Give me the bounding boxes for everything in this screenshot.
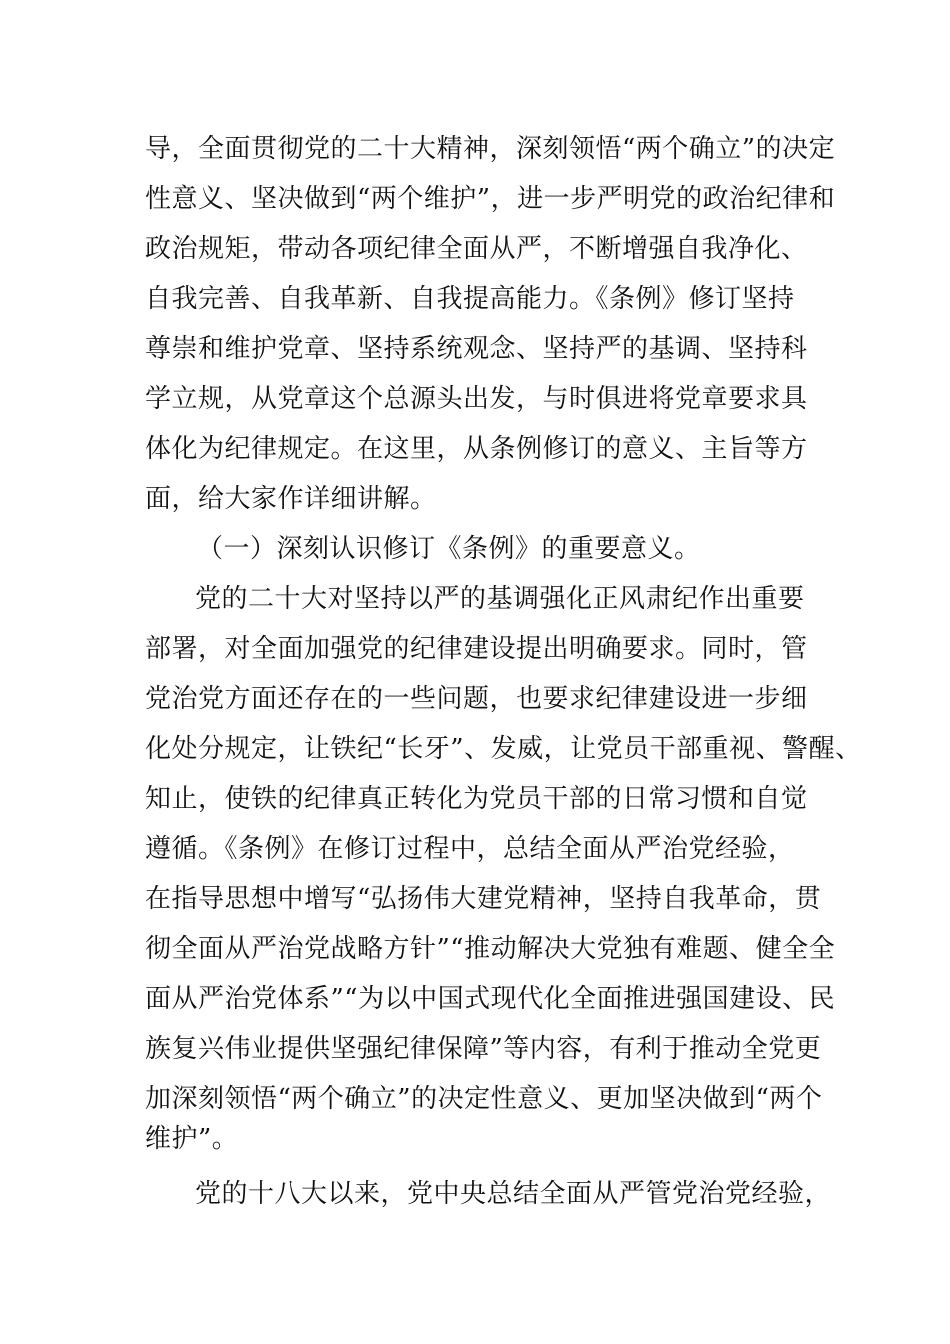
text-line: 知止，使铁的纪律真正转化为党员干部的日常习惯和自觉 bbox=[145, 784, 808, 814]
text-line: 面从严治党体系”“为以中国式现代化全面推进强国建设、民 bbox=[145, 984, 836, 1014]
text-line: 自我完善、自我革新、自我提高能力。《条例》修订坚持 bbox=[145, 284, 795, 314]
text-line: 彻全面从严治党战略方针”“推动解决大党独有难题、健全全 bbox=[145, 934, 836, 964]
section-heading: （一）深刻认识修订《条例》的重要意义。 bbox=[197, 534, 701, 564]
paragraph-start-line: 党的二十大对坚持以严的基调强化正风肃纪作出重要 bbox=[195, 584, 805, 614]
text-line: 党治党方面还存在的一些问题，也要求纪律建设进一步细 bbox=[145, 684, 808, 714]
text-line: 尊崇和维护党章、坚持系统观念、坚持严的基调、坚持科 bbox=[145, 334, 808, 364]
paragraph-start-line: 党的十八大以来，党中央总结全面从严管党治党经验， bbox=[195, 1179, 832, 1209]
text-line: 遵循。《条例》在修订过程中，总结全面从严治党经验， bbox=[145, 834, 795, 864]
text-line: 导，全面贯彻党的二十大精神，深刻领悟“两个确立”的决定 bbox=[145, 134, 836, 164]
text-line: 面，给大家作详细讲解。 bbox=[145, 484, 437, 514]
text-line: 体化为纪律规定。在这里，从条例修订的意义、主旨等方 bbox=[145, 434, 808, 464]
text-line: 加深刻领悟“两个确立”的决定性意义、更加坚决做到“两个 bbox=[145, 1084, 823, 1114]
text-line: 族复兴伟业提供坚强纪律保障”等内容，有利于推动全党更 bbox=[145, 1034, 822, 1064]
text-line: 维护”。 bbox=[145, 1124, 239, 1154]
text-line: 化处分规定，让铁纪“长牙”、发威，让党员干部重视、警醒、 bbox=[145, 734, 862, 764]
text-line: 政治规矩，带动各项纪律全面从严，不断增强自我净化、 bbox=[145, 234, 808, 264]
text-line: 学立规，从党章这个总源头出发，与时俱进将党章要求具 bbox=[145, 384, 808, 414]
text-line: 在指导思想中增写“弘扬伟大建党精神，坚持自我革命，贯 bbox=[145, 884, 822, 914]
text-line: 性意义、坚决做到“两个维护”，进一步严明党的政治纪律和 bbox=[145, 184, 836, 214]
text-line: 部署，对全面加强党的纪律建设提出明确要求。同时，管 bbox=[145, 634, 808, 664]
